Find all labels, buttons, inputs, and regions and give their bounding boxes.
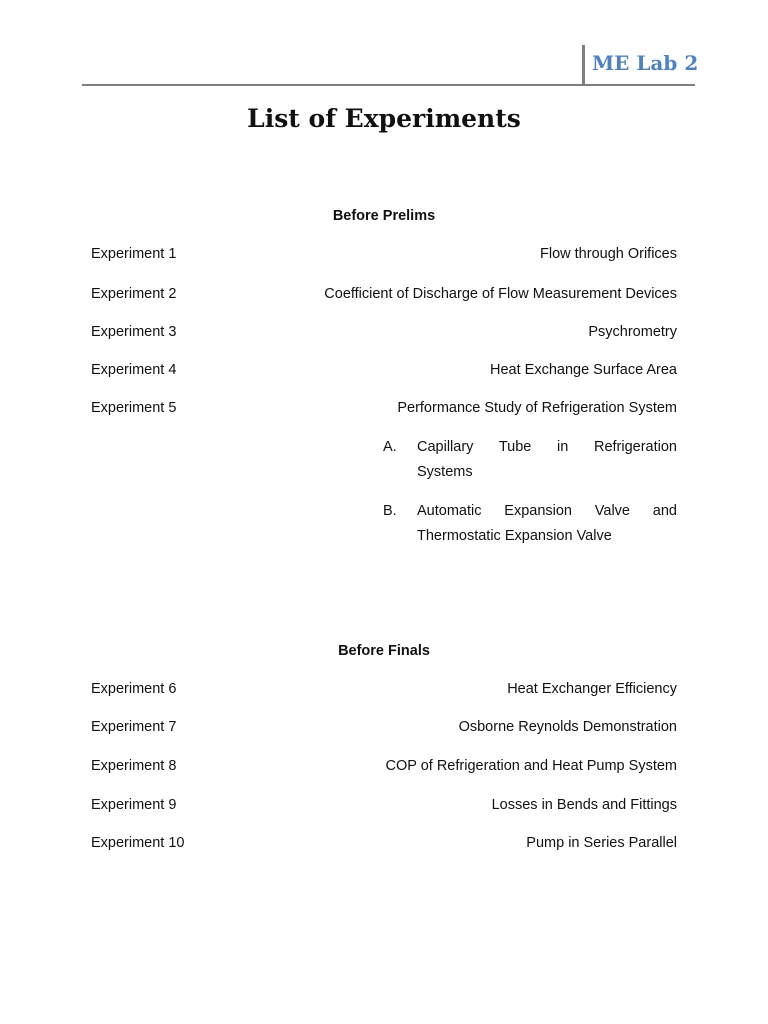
experiment-8-label: Experiment 8 (91, 758, 177, 774)
section-heading-before-finals: Before Finals (338, 643, 430, 659)
experiment-7-title: Osborne Reynolds Demonstration (458, 719, 677, 735)
sub-item-a-line2: Systems (417, 464, 473, 480)
page-title: List of Experiments (247, 104, 521, 133)
experiment-8-title: COP of Refrigeration and Heat Pump System (385, 758, 677, 774)
experiment-3-label: Experiment 3 (91, 324, 177, 340)
experiment-2-label: Experiment 2 (91, 286, 177, 302)
header-rule (82, 84, 695, 86)
sub-item-a-line1: Capillary Tube in Refrigeration (417, 439, 677, 455)
experiment-4-title: Heat Exchange Surface Area (489, 362, 677, 378)
experiment-9-label: Experiment 9 (91, 797, 177, 813)
sub-item-b-line1: Automatic Expansion Valve and (417, 503, 677, 519)
sub-item-b-line2: Thermostatic Expansion Valve (417, 528, 612, 544)
experiment-1-label: Experiment 1 (91, 246, 177, 262)
experiment-3-title: Psychrometry (588, 324, 677, 340)
experiment-6-title: Heat Exchanger Efficiency (507, 681, 677, 697)
experiment-4-label: Experiment 4 (91, 362, 177, 378)
sub-item-a (383, 435, 677, 485)
experiment-9-title: Losses in Bends and Fittings (491, 797, 677, 813)
experiment-5-label: Experiment 5 (91, 400, 177, 416)
experiment-10-label: Experiment 10 (91, 835, 185, 851)
sub-item-b-letter: B. (383, 503, 397, 519)
header-title: ME Lab 2 (592, 51, 699, 75)
header-divider-vertical (582, 45, 585, 85)
sub-item-a-letter: A. (383, 439, 397, 455)
experiment-10-title: Pump in Series Parallel (526, 835, 677, 851)
experiment-2-title: Coefficient of Discharge of Flow Measurement Devices (324, 286, 677, 302)
experiment-7-label: Experiment 7 (91, 719, 177, 735)
sub-item-b (383, 499, 677, 549)
experiment-5-title: Performance Study of Refrigeration System (397, 400, 677, 416)
experiment-1-title: Flow through Orifices (540, 246, 677, 262)
section-heading-before-prelims: Before Prelims (332, 208, 436, 224)
experiment-6-label: Experiment 6 (91, 681, 177, 697)
